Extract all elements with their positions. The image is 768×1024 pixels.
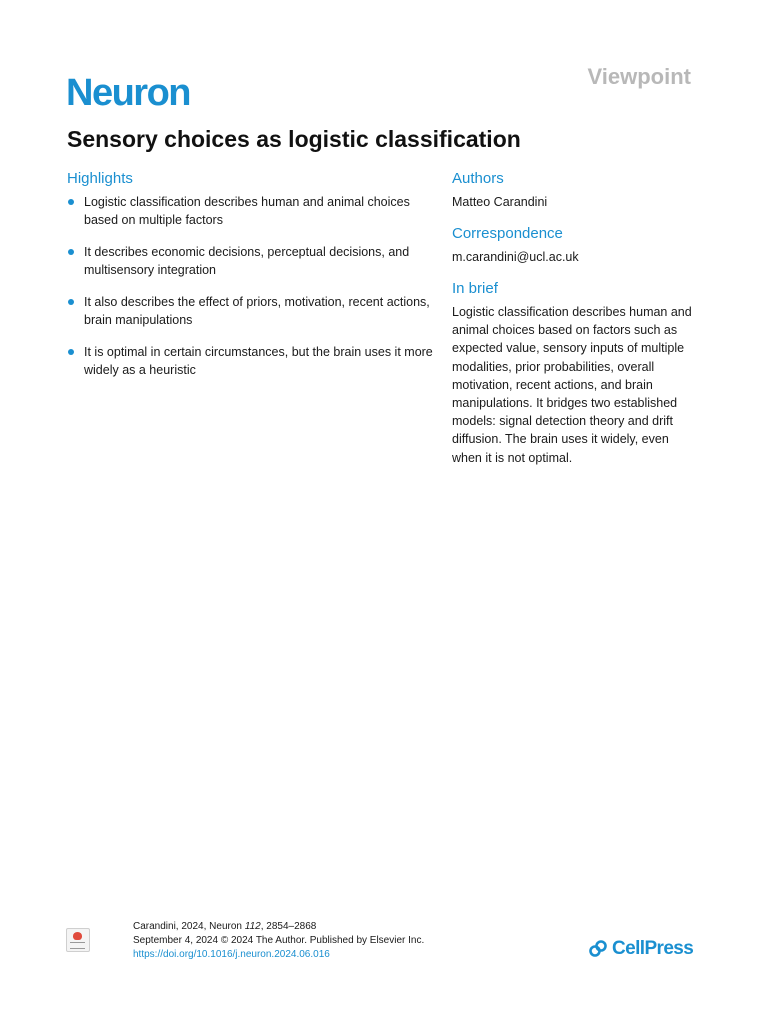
article-type-label: Viewpoint xyxy=(587,64,691,89)
bullet-icon xyxy=(68,199,74,205)
highlight-text: Logistic classification describes human and animal choices based on multiple factors xyxy=(84,195,410,227)
highlight-item xyxy=(67,343,437,379)
citation-footer xyxy=(133,920,424,962)
citation-pages: , 2854–2868 xyxy=(260,921,317,932)
highlight-item xyxy=(67,243,437,279)
highlights-section xyxy=(67,170,437,393)
highlight-item xyxy=(67,193,437,229)
article-title: Sensory choices as logistic classification xyxy=(67,126,521,152)
correspondence-section xyxy=(452,225,702,266)
authors-section xyxy=(452,170,702,211)
summary-sidebar xyxy=(452,170,702,481)
correspondence-heading: Correspondence xyxy=(452,225,563,242)
journal-name: Neuron xyxy=(66,72,190,114)
highlight-text: It is optimal in certain circumstances, but the brain uses it more widely as a heuristic xyxy=(84,345,433,377)
bullet-icon xyxy=(68,299,74,305)
citation-volume: 112 xyxy=(244,921,261,932)
highlights-list xyxy=(67,193,437,379)
check-for-updates-icon[interactable] xyxy=(66,928,90,952)
citation-prefix: Carandini, 2024, Neuron xyxy=(133,921,245,932)
cellpress-logo[interactable] xyxy=(588,938,693,960)
citation-line xyxy=(133,920,424,934)
in-brief-section xyxy=(452,280,702,467)
in-brief-heading: In brief xyxy=(452,280,498,297)
publisher-name: CellPress xyxy=(612,938,694,959)
highlights-heading: Highlights xyxy=(67,170,133,187)
doi-link[interactable]: https://doi.org/10.1016/j.neuron.2024.06.016 xyxy=(133,949,330,960)
bullet-icon xyxy=(68,249,74,255)
highlight-item xyxy=(67,293,437,329)
authors-heading: Authors xyxy=(452,170,504,187)
in-brief-text: Logistic classification describes human and animal choices based on factors such as expected value, sensory inputs of multiple modalities, prior probabilities, overall motivation, recent actions, and brain manipulations. It bridges two established models: signal detection theory and drift diffusion. The brain uses it widely, even when it is not optimal. xyxy=(452,305,692,465)
cellpress-logo-icon xyxy=(588,939,608,959)
publication-date-line: September 4, 2024 © 2024 The Author. Published by Elsevier Inc. xyxy=(133,935,425,946)
highlight-text: It describes economic decisions, perceptual decisions, and multisensory integration xyxy=(84,245,410,277)
author-names: Matteo Carandini xyxy=(452,195,548,209)
bullet-icon xyxy=(68,349,74,355)
highlight-text: It also describes the effect of priors, motivation, recent actions, brain manipulations xyxy=(84,295,430,327)
correspondence-email[interactable]: m.carandini@ucl.ac.uk xyxy=(452,250,579,264)
